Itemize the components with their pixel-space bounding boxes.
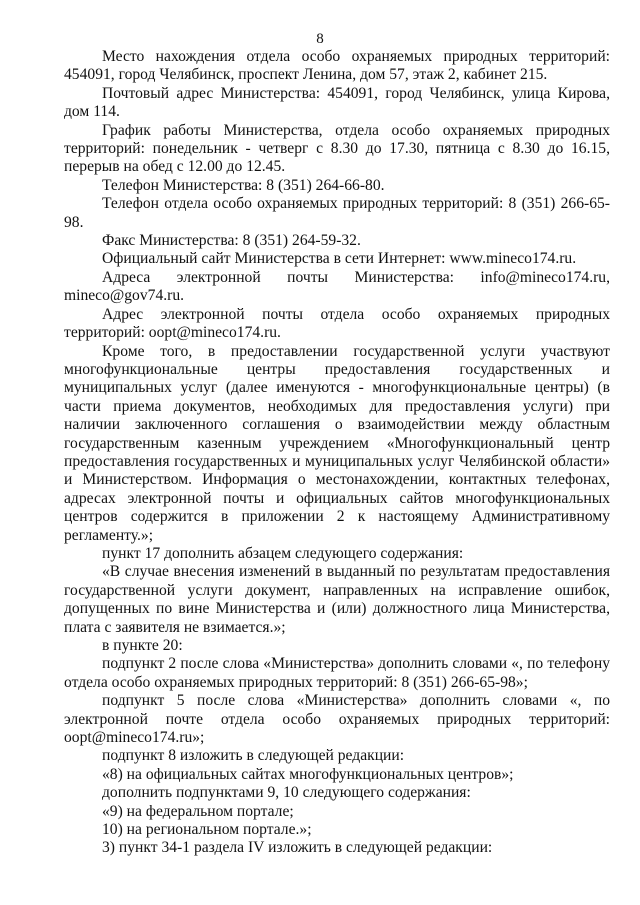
paragraph-add-subitems: дополнить подпунктами 9, 10 следующего содержания: [102,784,471,802]
paragraph-subitem-10: 10) на региональном портале.»; [102,821,312,839]
paragraph-department-phone: Телефон отдела особо охраняемых природных территорий: 8 (351) 266-65-98. [64,195,610,231]
paragraph-website: Официальный сайт Министерства в сети Интернет: www.mineco174.ru. [102,250,577,268]
page-number: 8 [316,31,324,47]
paragraph-subitem-5: подпункт 5 после слова «Министерства» дополнить словами «, по электронной почте отдела особо охраняемых природных территорий: oopt@mineco174.ru»; [64,692,610,747]
paragraph-postal-address: Почтовый адрес Министерства: 454091, город Челябинск, улица Кирова, дом 114. [64,84,610,121]
paragraph-schedule: График работы Министерства, отдела особо охраняемых природных территорий: понедельник - четверг с 8.30 до 17.30, пятница с 8.30 до 16.15, перерыв на обед с 12.00 до 12.45. [64,121,610,176]
paragraph-fax: Факс Министерства: 8 (351) 264-59-32. [102,232,361,250]
paragraph-ministry-emails: Адреса электронной почты Министерства: info@mineco174.ru, mineco@gov74.ru. [64,268,610,305]
paragraph-item-17: пункт 17 дополнить абзацем следующего содержания: [102,544,464,562]
paragraph-subitem-2: подпункт 2 после слова «Министерства» дополнить словами «, по телефону отдела особо охраняемых природных территорий: 8 (351) 266-65-98»; [64,655,610,691]
paragraph-subitem-9: «9) на федеральном портале; [102,802,294,820]
document-body [64,48,610,858]
paragraph-subitem-8-text: «8) на официальных сайтах многофункциональных центров»; [102,765,514,783]
paragraph-ministry-phone: Телефон Министерства: 8 (351) 264-66-80. [102,176,385,194]
paragraph-fee-clause: «В случае внесения изменений в выданный по результатам предоставления государственной услуги документ, направленных на исправление ошибок, допущенных по вине Министерства и (или) должностного лица Министерства, плата с заявителя не взимается.»; [64,563,610,636]
paragraph-mfc-info: Кроме того, в предоставлении государственной услуги участвуют многофункциональные центры предоставления государственных и муниципальных услуг (далее именуются - многофункциональные центры) (в части приема документов, необходимых для предоставления услуги) при наличии заключенного соглашения о взаимодействии между областным государственным казенным учреждением «Многофункциональный центр предоставления государственных и муниципальных услуг Челябинской области» и Министерством. Информация о местонахождении, контактных телефонах, адресах электронной почты и официальных сайтов многофункциональных центров содержится в приложении 2 к настоящему Административному регламенту.»; [64,342,610,544]
paragraph-department-email: Адрес электронной почты отдела особо охраняемых природных территорий: oopt@mineco174.ru. [64,305,610,342]
paragraph-location: Место нахождения отдела особо охраняемых природных территорий: 454091, город Челябинск, проспект Ленина, дом 57, этаж 2, кабинет 215. [64,48,610,84]
paragraph-subitem-8: подпункт 8 изложить в следующей редакции: [102,747,405,765]
paragraph-item-34-1: 3) пункт 34-1 раздела IV изложить в следующей редакции: [102,839,493,857]
paragraph-item-20: в пункте 20: [102,637,183,654]
